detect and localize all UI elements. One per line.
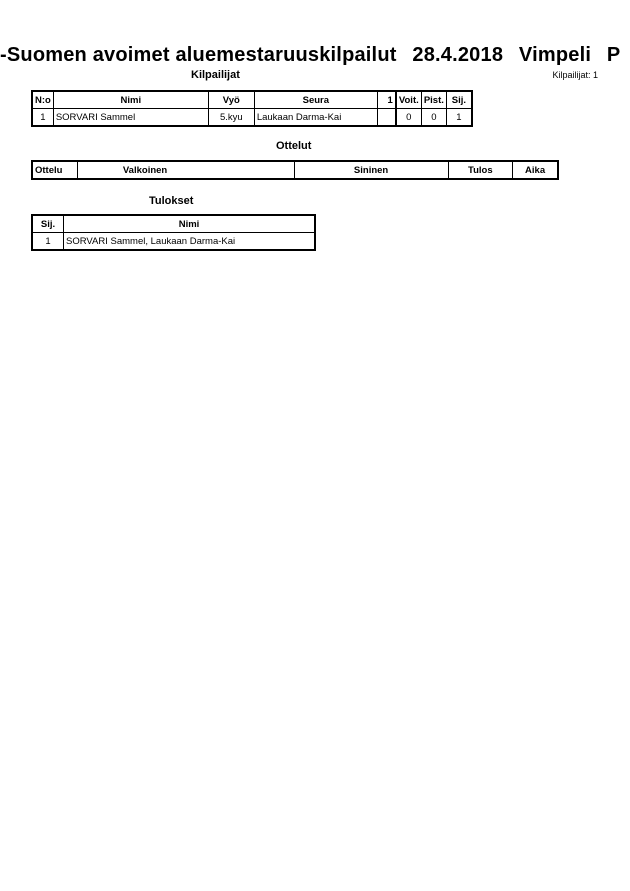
col-no: N:o xyxy=(32,91,53,109)
matches-header-row xyxy=(32,161,558,179)
cell-place: 1 xyxy=(446,109,472,127)
cell-club: Laukaan Darma-Kai xyxy=(254,109,377,127)
col-blue: Sininen xyxy=(294,161,448,179)
col-time: Aika xyxy=(513,161,558,179)
table-row xyxy=(32,109,472,127)
col-wins: Voit. xyxy=(396,91,422,109)
cell-results-name: SORVARI Sammel, Laukaan Darma-Kai xyxy=(64,233,316,251)
results-header-row xyxy=(32,215,315,233)
col-round-1: 1 xyxy=(377,91,396,109)
title-date: 28.4.2018 xyxy=(412,44,504,66)
title-place: Vimpeli xyxy=(518,44,592,66)
cell-points: 0 xyxy=(421,109,446,127)
col-name: Nimi xyxy=(53,91,208,109)
cell-belt: 5.kyu xyxy=(208,109,254,127)
matches-table xyxy=(31,160,559,180)
cell-round-1 xyxy=(377,109,396,127)
results-table xyxy=(31,214,316,251)
title-suffix: P xyxy=(606,44,621,66)
title-event: -Suomen avoimet aluemestaruuskilpailut xyxy=(0,44,397,66)
participants-heading: Kilpailijat xyxy=(191,69,240,81)
col-place: Sij. xyxy=(446,91,472,109)
matches-heading: Ottelut xyxy=(276,140,312,152)
col-white: Valkoinen xyxy=(77,161,294,179)
cell-no: 1 xyxy=(32,109,53,127)
col-result: Tulos xyxy=(448,161,513,179)
col-match: Ottelu xyxy=(32,161,77,179)
col-club: Seura xyxy=(254,91,377,109)
col-results-name: Nimi xyxy=(64,215,316,233)
results-heading: Tulokset xyxy=(149,195,194,207)
col-points: Pist. xyxy=(421,91,446,109)
col-belt: Vyö xyxy=(208,91,254,109)
table-row xyxy=(32,233,315,251)
participants-table xyxy=(31,90,473,127)
page-title xyxy=(0,44,630,67)
cell-results-place: 1 xyxy=(32,233,64,251)
participants-header-row xyxy=(32,91,472,109)
col-results-place: Sij. xyxy=(32,215,64,233)
cell-wins: 0 xyxy=(396,109,422,127)
participants-count: Kilpailijat: 1 xyxy=(552,70,598,80)
cell-name: SORVARI Sammel xyxy=(53,109,208,127)
